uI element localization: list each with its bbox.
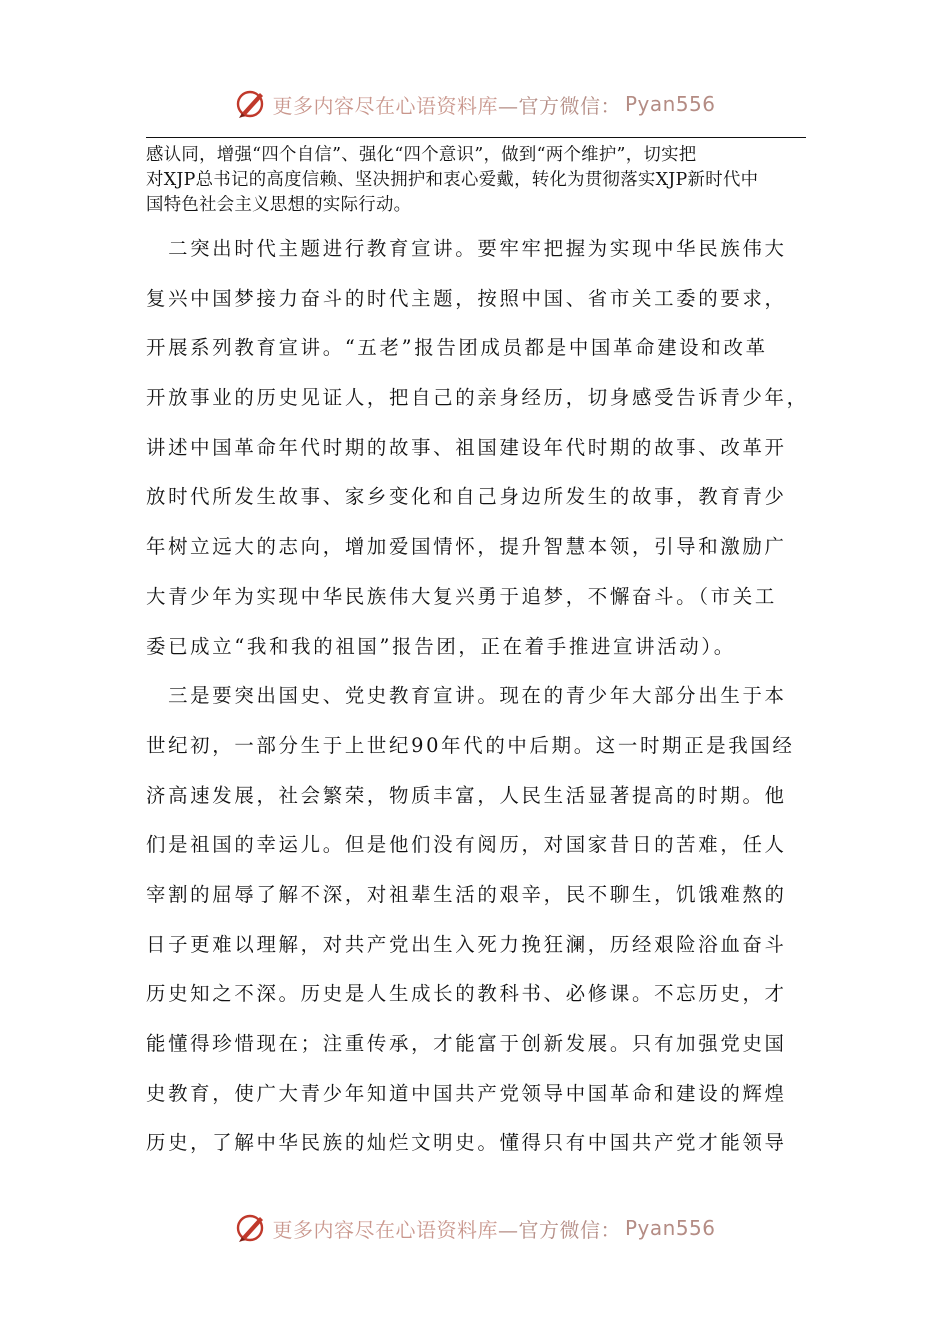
footer-watermark <box>0 1206 950 1250</box>
intro-line: 对XJP总书记的高度信赖、坚决拥护和衷心爱戴，转化为贯彻落实XJP新时代中 <box>146 170 759 190</box>
body-line: 讲述中国革命年代时期的故事、祖国建设年代时期的故事、改革开 <box>146 435 787 459</box>
pen-logo-icon <box>234 87 268 121</box>
body-text <box>146 224 826 1168</box>
intro-line: 感认同，增强“四个自信”、强化“四个意识”，做到“两个维护”，切实把 <box>146 145 697 165</box>
watermark-wechat-id: Pyan556 <box>624 1216 716 1240</box>
intro-paragraph <box>146 143 810 218</box>
watermark-dash: —官方微信： <box>497 1217 621 1242</box>
body-line: 委已成立“我和我的祖国”报告团，正在着手推进宣讲活动）。 <box>146 634 736 658</box>
watermark-text: 更多内容尽在心语资料库 <box>272 93 498 118</box>
body-line: 能懂得珍惜现在；注重传承，才能富于创新发展。只有加强党史国 <box>146 1032 787 1055</box>
body-line: 们是祖国的幸运儿。但是他们没有阅历，对国家昔日的苦难，任人 <box>146 833 787 857</box>
intro-line: 国特色社会主义思想的实际行动。 <box>146 195 412 215</box>
body-line: 复兴中国梦接力奋斗的时代主题，按照中国、省市关工委的要求， <box>146 286 787 310</box>
body-line: 日子更难以理解，对共产党出生入死力挽狂澜，历经艰险浴血奋斗 <box>146 932 787 956</box>
body-line: 世纪初，一部分生于上世纪90年代的中后期。这一时期正是我国经 <box>146 733 795 757</box>
body-line: 年树立远大的志向，增加爱国情怀，提升智慧本领，引导和激励广 <box>146 535 787 559</box>
body-line: 宰割的屈辱了解不深，对祖辈生活的艰辛，民不聊生，饥饿难熬的 <box>146 882 787 906</box>
body-line: 放时代所发生故事、家乡变化和自己身边所发生的故事，教育青少 <box>146 485 787 509</box>
body-line: 开放事业的历史见证人，把自己的亲身经历，切身感受告诉青少年， <box>146 386 809 410</box>
body-line: 史教育，使广大青少年知道中国共产党领导中国革命和建设的辉煌 <box>146 1081 787 1105</box>
body-line: 历史知之不深。历史是人生成长的教科书、必修课。不忘历史，才 <box>146 982 787 1006</box>
header-watermark <box>0 82 950 126</box>
body-line: 三是要突出国史、党史教育宣讲。现在的青少年大部分出生于本 <box>146 684 787 708</box>
pen-logo-icon <box>234 1211 268 1245</box>
watermark-wechat-id: Pyan556 <box>624 92 716 116</box>
watermark-text: 更多内容尽在心语资料库 <box>272 1217 498 1242</box>
body-line: 大青少年为实现中华民族伟大复兴勇于追梦，不懈奋斗。（市关工 <box>146 584 777 608</box>
body-line: 开展系列教育宣讲。“五老”报告团成员都是中国革命建设和改革 <box>146 336 768 360</box>
watermark-dash: —官方微信： <box>497 93 621 118</box>
header-divider <box>146 137 806 138</box>
body-line: 济高速发展，社会繁荣，物质丰富，人民生活显著提高的时期。他 <box>146 783 787 807</box>
body-line: 历史，了解中华民族的灿烂文明史。懂得只有中国共产党才能领导 <box>146 1131 787 1155</box>
body-line: 二突出时代主题进行教育宣讲。要牢牢把握为实现中华民族伟大 <box>146 237 787 260</box>
